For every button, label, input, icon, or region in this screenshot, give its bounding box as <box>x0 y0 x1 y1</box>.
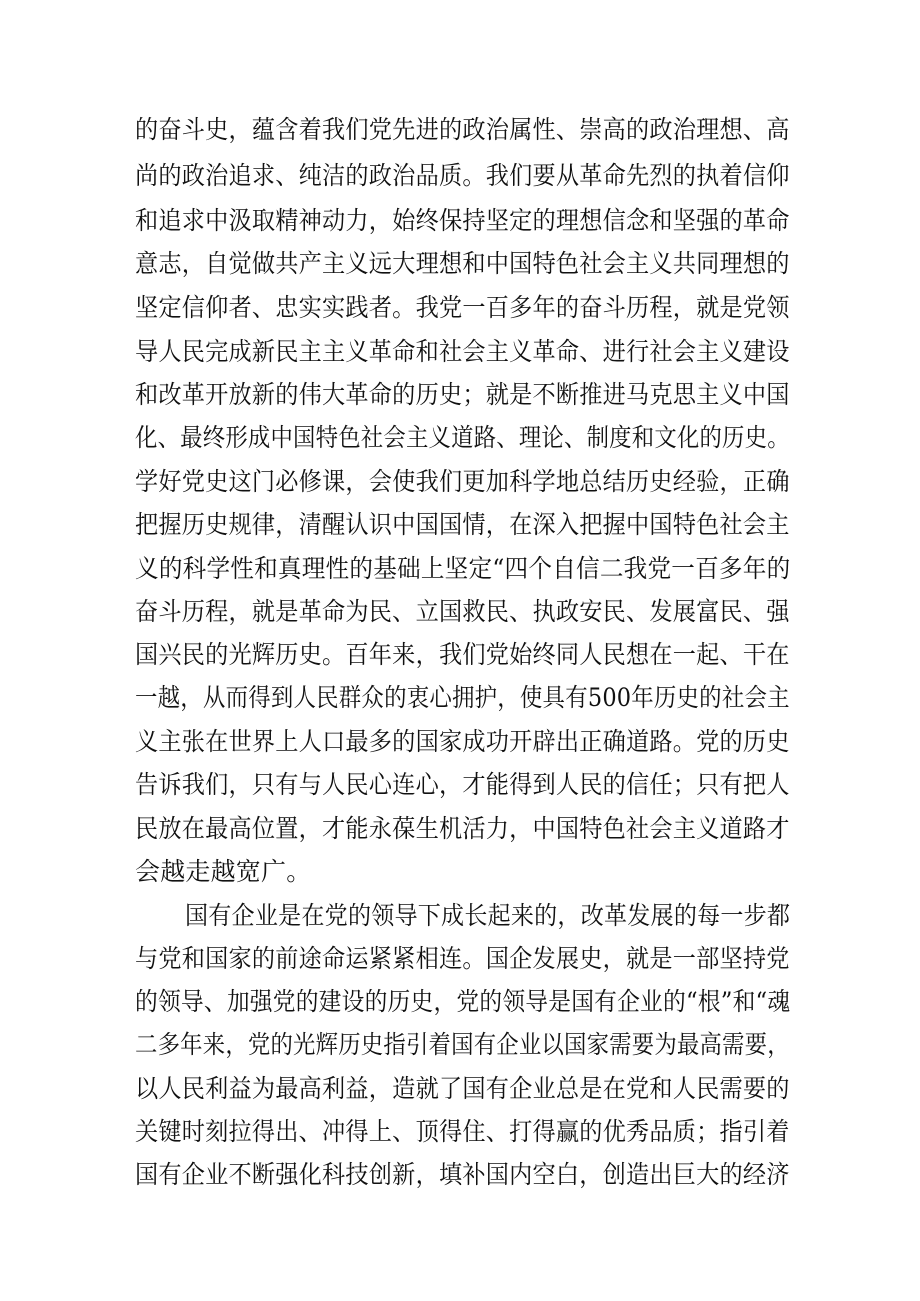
text-line: 的领导、加强党的建设的历史，党的领导是国有企业的“根”和“魂 <box>135 987 791 1016</box>
text-line: 义的科学性和真理性的基础上坚定“四个自信二我党一百多年的 <box>135 554 791 583</box>
text-line: 国兴民的光辉历史。百年来，我们党始终同人民想在一起、干在 <box>135 640 790 669</box>
text-line: 国有企业不断强化科技创新，填补国内空白，创造出巨大的经济 <box>135 1160 790 1189</box>
text-line: 民放在最高位置，才能永葆生机活力，中国特色社会主义道路才 <box>135 814 790 843</box>
text-line: 二多年来，党的光辉历史指引着国有企业以国家需要为最高需要， <box>135 1030 790 1059</box>
text-line: 国有企业是在党的领导下成长起来的，改革发展的每一步都 <box>185 901 791 930</box>
text-line: 关键时刻拉得出、冲得上、顶得住、打得赢的优秀品质；指引着 <box>135 1117 790 1146</box>
text-line: 意志，自觉做共产主义远大理想和中国特色社会主义共同理想的 <box>135 249 790 278</box>
text-line: 和追求中汲取精神动力，始终保持坚定的理想信念和坚强的革命 <box>135 206 790 235</box>
text-line: 把握历史规律，清醒认识中国国情，在深入把握中国特色社会主 <box>135 510 790 539</box>
text-line: 奋斗历程，就是革命为民、立国救民、执政安民、发展富民、强 <box>135 597 790 626</box>
text-line: 学好党史这门必修课，会使我们更加科学地总结历史经验，正确 <box>135 467 790 496</box>
text-line: 一越，从而得到人民群众的衷心拥护，使具有500年历史的社会主 <box>135 683 790 712</box>
text-line: 以人民利益为最高利益，造就了国有企业总是在党和人民需要的 <box>135 1074 790 1103</box>
text-line: 义主张在世界上人口最多的国家成功开辟出正确道路。党的历史 <box>135 727 790 756</box>
text-line: 与党和国家的前途命运紧紧相连。国企发展史，就是一部坚持党 <box>135 944 790 973</box>
text-line: 导人民完成新民主主义革命和社会主义革命、进行社会主义建设 <box>135 337 790 366</box>
text-line: 告诉我们，只有与人民心连心，才能得到人民的信任；只有把人 <box>135 770 790 799</box>
text-line: 会越走越宽广。 <box>135 857 312 886</box>
text-line: 的奋斗史，蕴含着我们党先进的政治属性、崇高的政治理想、高 <box>135 115 790 144</box>
text-line: 坚定信仰者、忠实实践者。我党一百多年的奋斗历程，就是党领 <box>135 293 790 322</box>
text-line: 和改革开放新的伟大革命的历史；就是不断推进马克思主义中国 <box>135 380 790 409</box>
text-line: 尚的政治追求、纯洁的政治品质。我们要从革命先烈的执着信仰 <box>135 161 790 190</box>
text-line: 化、最终形成中国特色社会主义道路、理论、制度和文化的历史。 <box>135 423 790 452</box>
